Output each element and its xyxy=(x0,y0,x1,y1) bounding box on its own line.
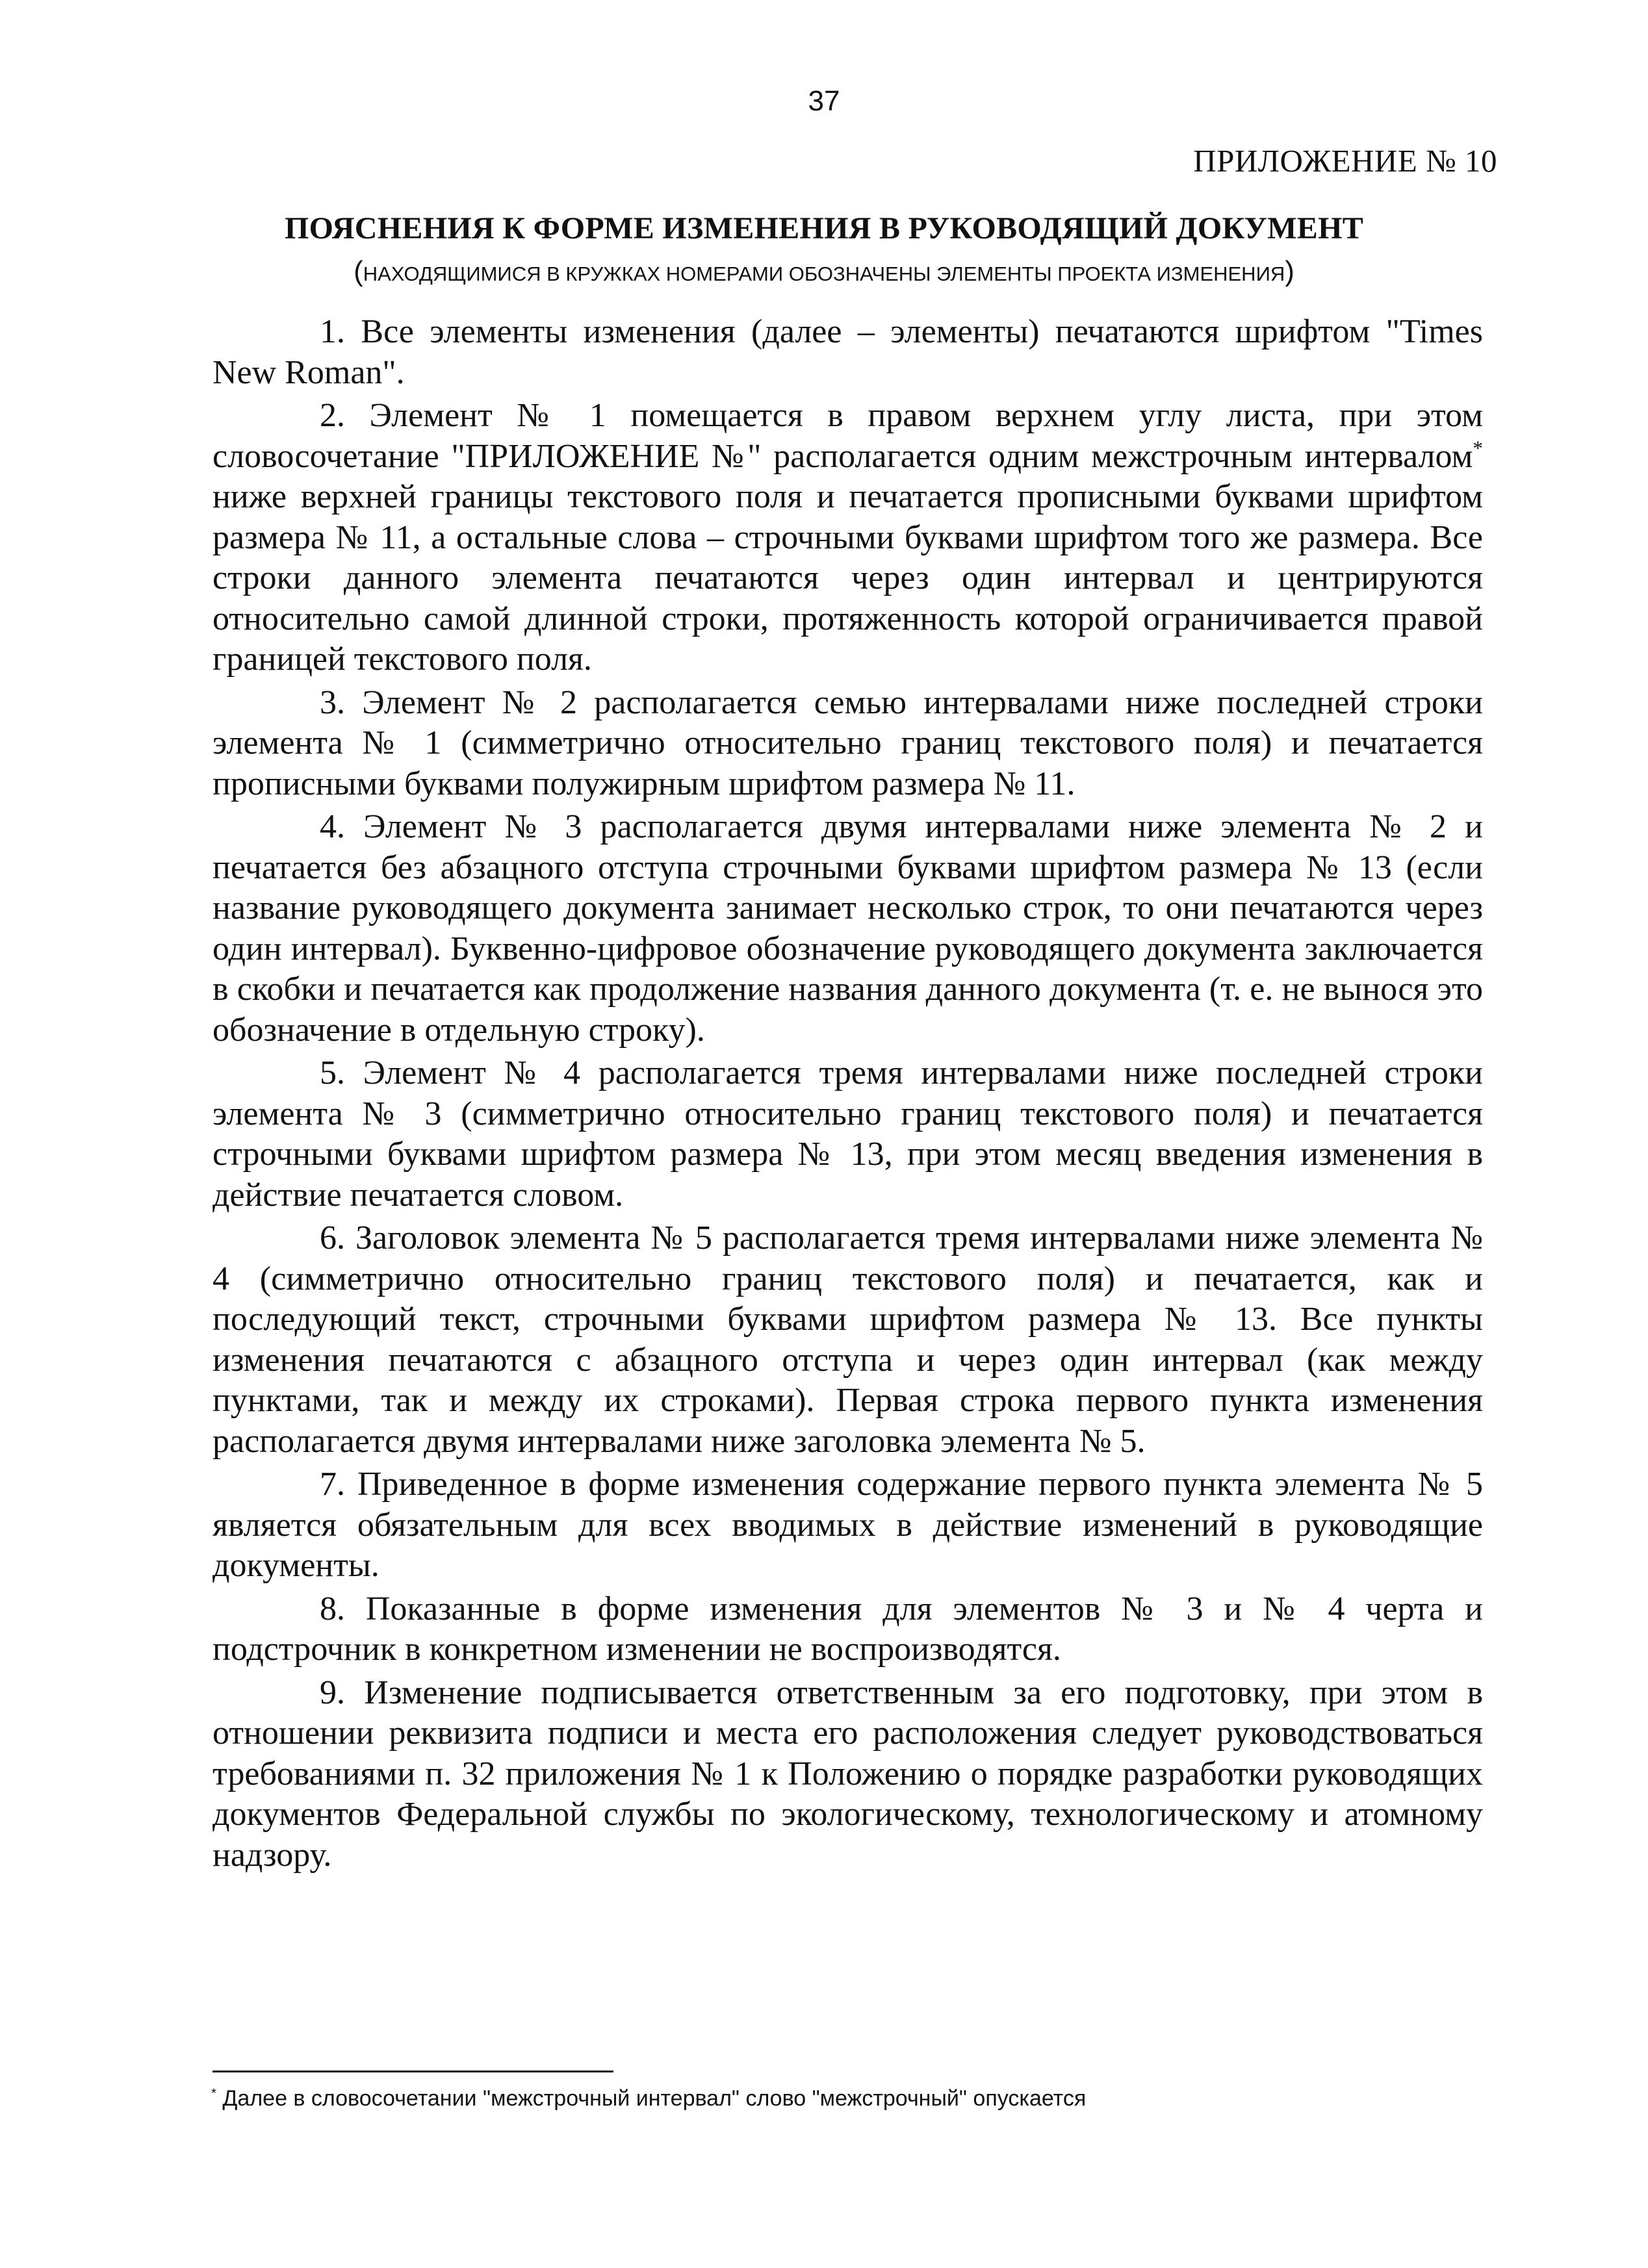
body-text xyxy=(212,312,1483,1876)
footnote-mark: * xyxy=(211,2086,216,2101)
subtitle-open-paren: ( xyxy=(354,255,363,287)
footnote xyxy=(211,2083,1446,2114)
footnote-divider xyxy=(212,2071,613,2072)
paragraph-5: 5. Элемент № 4 располагается тремя интервалами ниже последней строки элемента № 3 (симметрично относительно границ текстового поля) и печатается строчными буквами шрифтом размера № 13, при этом месяц введения изменения в действие печатается словом. xyxy=(212,1054,1483,1214)
subtitle-text: НАХОДЯЩИМИСЯ В КРУЖКАХ НОМЕРАМИ ОБОЗНАЧЕНЫ ЭЛЕМЕНТЫ ПРОЕКТА ИЗМЕНЕНИЯ xyxy=(363,262,1285,285)
paragraph-8: 8. Показанные в форме изменения для элементов № 3 и № 4 черта и подстрочник в конкретном изменении не воспроизводятся. xyxy=(212,1590,1483,1668)
paragraph-3: 3. Элемент № 2 располагается семью интервалами ниже последней строки элемента № 1 (симметрично относительно границ текстового поля) и печатается прописными буквами полужирным шрифтом размера № 11. xyxy=(212,683,1483,802)
paragraph-2 xyxy=(212,396,1483,680)
paragraph-2-part-2: ниже верхней границы текстового поля и печатается прописными буквами шрифтом размера № 11, а остальные слова – строчными буквами шрифтом того же размера. Все строки данного элемента печатаются через один интервал и центрируются относительно самой длинной строки, протяженность которой ограничивается правой границей текстового поля. xyxy=(212,478,1483,678)
document-subtitle xyxy=(0,257,1648,289)
paragraph-1: 1. Все элементы изменения (далее – элементы) печатаются шрифтом "Times New Roman". xyxy=(212,313,1483,391)
footnote-reference-mark: * xyxy=(1473,437,1483,460)
paragraph-7: 7. Приведенное в форме изменения содержание первого пункта элемента № 5 является обязательным для всех вводимых в действие изменений в руководящие документы. xyxy=(212,1466,1483,1584)
paragraph-2-part-1: 2. Элемент № 1 помещается в правом верхнем углу листа, при этом словосочетание "ПРИЛОЖЕНИЕ №" располагается одним межстрочным интервалом xyxy=(212,397,1483,475)
paragraph-4: 4. Элемент № 3 располагается двумя интервалами ниже элемента № 2 и печатается без абзацного отступа строчными буквами шрифтом размера № 13 (если название руководящего документа занимает несколько строк, то они печатаются через один интервал). Буквенно-цифровое обозначение руководящего документа заключается в скобки и печатается как продолжение названия данного документа (т. е. не вынося это обозначение в отдельную строку). xyxy=(212,808,1483,1049)
subtitle-close-paren: ) xyxy=(1285,255,1294,287)
document-title: ПОЯСНЕНИЯ К ФОРМЕ ИЗМЕНЕНИЯ В РУКОВОДЯЩИЙ ДОКУМЕНТ xyxy=(284,211,1364,246)
appendix-label: ПРИЛОЖЕНИЕ № 10 xyxy=(1193,143,1497,179)
paragraph-6: 6. Заголовок элемента № 5 располагается тремя интервалами ниже элемента № 4 (симметрично относительно границ текстового поля) и печатается, как и последующий текст, строчными буквами шрифтом размера № 13. Все пункты изменения печатаются с абзацного отступа и через один интервал (как между пунктами, так и между их строками). Первая строка первого пункта изменения располагается двумя интервалами ниже заголовка элемента № 5. xyxy=(212,1219,1483,1460)
page-number: 37 xyxy=(808,85,840,117)
paragraph-9: 9. Изменение подписывается ответственным за его подготовку, при этом в отношении реквизита подписи и места его расположения следует руководствоваться требованиями п. 32 приложения № 1 к Положению о порядке разработки руководящих документов Федеральной службы по экологическому, технологическому и атомному надзору. xyxy=(212,1674,1483,1874)
footnote-text: Далее в словосочетании "межстрочный интервал" слово "межстрочный" опускается xyxy=(216,2086,1087,2111)
